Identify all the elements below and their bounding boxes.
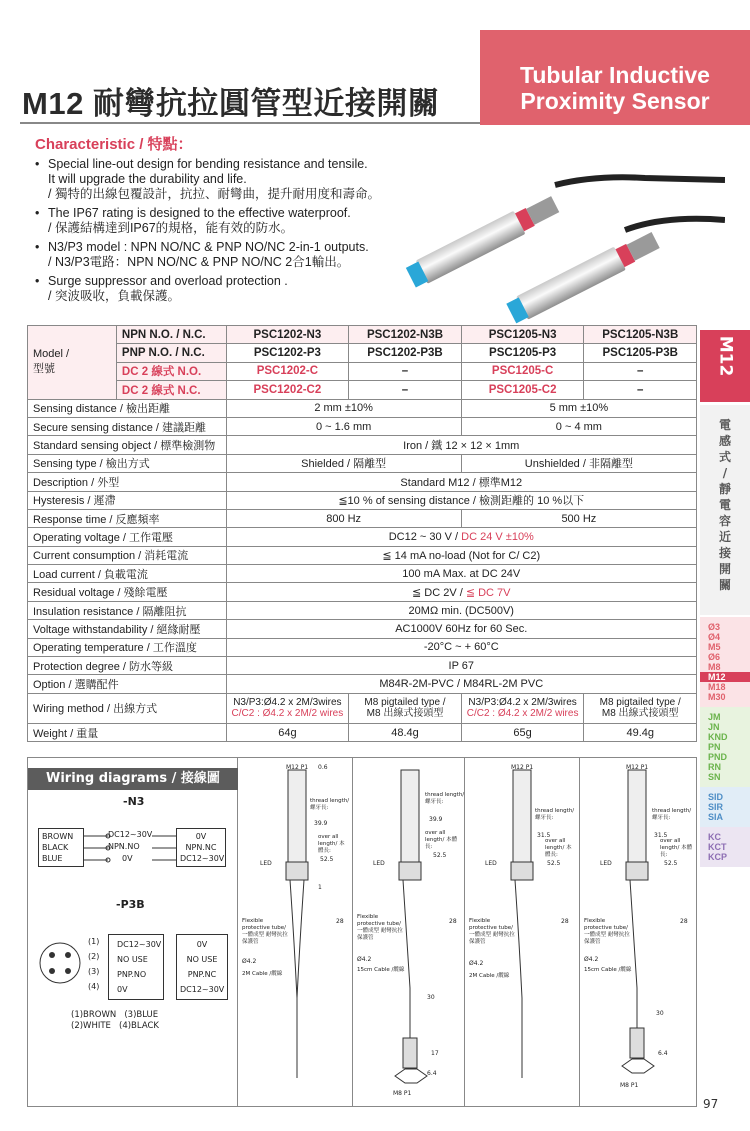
characteristic-title: Characteristic / 特點： bbox=[35, 136, 193, 153]
table-row: Operating temperature / 工作溫度 -20°C ~ + 60°C bbox=[28, 638, 697, 656]
side-code[interactable]: Ø3 bbox=[708, 622, 721, 632]
table-row: Option / 選購配件 M84R-2M-PVC / M84RL-2M PVC bbox=[28, 675, 697, 693]
n3-label: -N3 bbox=[123, 795, 145, 808]
banner-line-1: Tubular Inductive bbox=[520, 62, 710, 88]
table-row: Hysteresis / 遲滯 ≦10 % of sensing distance / 檢測距離的 10 %以下 bbox=[28, 491, 697, 509]
side-code[interactable]: KCT bbox=[708, 842, 727, 852]
side-code[interactable]: SN bbox=[708, 772, 721, 782]
list-item: • Special line-out design for bending resistance and tensile. It will upgrade the durability and life. / 獨特的出線包覆設計，抗拉、耐彎曲，提升耐用度和壽命。 bbox=[35, 157, 420, 202]
table-row: DC 2 線式 N.O. PSC1202-C – PSC1205-C – bbox=[28, 362, 697, 380]
wiring-diagram-panel bbox=[28, 758, 238, 1106]
connector-pin-icon bbox=[36, 933, 84, 993]
side-code[interactable]: SID bbox=[708, 792, 724, 802]
spec-table bbox=[27, 325, 697, 742]
n3-wires bbox=[84, 830, 176, 870]
side-code[interactable]: KCP bbox=[708, 852, 728, 862]
table-row: Current consumption / 消耗電流 ≦ 14 mA no-load (Not for C/ C2) bbox=[28, 546, 697, 564]
dimension-drawing-4: M12 P1 thread length/ 螺牙長: 31.5 over all length/ 本體長: 52.5 LED 28 Flexible protective tube/ 一體成型 耐彎抗拉保護管 Ø4.2 15cm Cable /纜線 30 6.4 M8 P1 bbox=[584, 764, 693, 1089]
table-row: PNP N.O. / N.C. PSC1202-P3 PSC1202-P3B PSC1205-P3 PSC1205-P3B bbox=[28, 344, 697, 362]
side-code[interactable]: JN bbox=[708, 722, 720, 732]
side-series-tab: M12 bbox=[700, 330, 750, 402]
table-row: Insulation resistance / 隔離阻抗 20MΩ min. (DC500V) bbox=[28, 601, 697, 619]
list-item: • Surge suppressor and overload protection . / 突波吸收，負載保護。 bbox=[35, 274, 420, 304]
p3b-signals: DC12~30V NO USE PNP.NO 0V bbox=[108, 934, 164, 1000]
table-row: Model / 型號 NPN N.O. / N.C. PSC1202-N3 PSC1202-N3B PSC1205-N3 PSC1205-N3B bbox=[28, 326, 697, 344]
side-code[interactable]: M30 bbox=[708, 692, 726, 702]
side-code[interactable]: M18 bbox=[708, 682, 726, 692]
model-label: Model / 型號 bbox=[28, 326, 117, 400]
table-row: Voltage withstandability / 絕緣耐壓 AC1000V 60Hz for 60 Sec. bbox=[28, 620, 697, 638]
n3-signals: DC12~30V NPN.NO 0V bbox=[108, 830, 153, 863]
table-row: Weight / 重量 64g 48.4g 65g 49.4g bbox=[28, 723, 697, 741]
side-category: 電 感 式 / 靜 電 容 近 接 開 關 bbox=[700, 405, 750, 615]
wire-legend: (1)BROWN (3)BLUE (2)WHITE (4)BLACK bbox=[71, 1010, 159, 1031]
dimension-drawing-3: M12 P1 thread length/ 螺牙長: 31.5 over all length/ 本體長: 52.5 LED 28 Flexible protective tube/ 一體成型 耐彎抗拉保護管 Ø4.2 2M Cable /纜線 bbox=[465, 758, 580, 1106]
p3b-label: -P3B bbox=[116, 898, 145, 911]
side-index bbox=[700, 330, 750, 890]
table-row: DC 2 線式 N.C. PSC1202-C2 – PSC1205-C2 – bbox=[28, 381, 697, 399]
side-code[interactable]: RN bbox=[708, 762, 721, 772]
dimension-drawing-1: M12 P1 0.6 thread length/ 螺牙長: 39.9 over all length/ 本體長: 52.5 LED 1 28 Flexible protective tube/ 一體成型 耐彎抗拉保護管 Ø4.2 2M Cable /纜線 bbox=[238, 758, 353, 1106]
table-row: Sensing type / 檢出方式 Shielded / 隔離型 Unshielded / 非隔離型 bbox=[28, 454, 697, 472]
table-row: Protection degree / 防水等級 IP 67 bbox=[28, 657, 697, 675]
wiring-diagram-title: Wiring diagrams / 接線圖 bbox=[28, 768, 238, 790]
p3b-load-box: 0V NO USE PNP.NC DC12~30V bbox=[176, 934, 228, 1000]
side-code[interactable]: JM bbox=[708, 712, 721, 722]
side-code[interactable]: SIA bbox=[708, 812, 724, 822]
product-photo bbox=[395, 160, 725, 325]
diagram-area bbox=[27, 757, 697, 1107]
side-code[interactable]: PND bbox=[708, 752, 728, 762]
table-row: Description / 外型 Standard M12 / 標準M12 bbox=[28, 473, 697, 491]
n3-wire-colors: BROWN BLACK BLUE bbox=[38, 828, 84, 867]
table-row: Standard sensing object / 標準檢測物 Iron / 鐵 12 × 12 × 1mm bbox=[28, 436, 697, 454]
p3b-pins: (1) (2) (3) (4) bbox=[88, 937, 100, 991]
side-code[interactable]: KC bbox=[708, 832, 721, 842]
n3-load-box: 0V NPN.NC DC12~30V bbox=[176, 828, 226, 867]
side-code[interactable]: PN bbox=[708, 742, 721, 752]
table-row: Secure sensing distance / 建議距離 0 ~ 1.6 mm 0 ~ 4 mm bbox=[28, 417, 697, 435]
side-codes bbox=[700, 617, 750, 867]
table-row: Operating voltage / 工作電壓 DC12 ~ 30 V / DC 24 V ±10% bbox=[28, 528, 697, 546]
list-item: • N3/P3 model : NPN NO/NC & PNP NO/NC 2-in-1 outputs. / N3/P3電路：NPN NO/NC & PNP NO/NC 2合1輸出。 bbox=[35, 240, 420, 270]
banner-line-2: Proximity Sensor bbox=[520, 88, 710, 114]
side-code[interactable]: M5 bbox=[708, 642, 721, 652]
table-row: Residual voltage / 殘餘電壓 ≦ DC 2V / ≦ DC 7V bbox=[28, 583, 697, 601]
page-title: M12 耐彎抗拉圓管型近接開關 bbox=[22, 86, 440, 121]
table-row: Response time / 反應頻率 800 Hz 500 Hz bbox=[28, 509, 697, 527]
side-code[interactable]: KND bbox=[708, 732, 728, 742]
table-row: Sensing distance / 檢出距離 2 mm ±10% 5 mm ±10% bbox=[28, 399, 697, 417]
page-number: 97 bbox=[703, 1097, 719, 1111]
side-code[interactable]: Ø4 bbox=[708, 632, 721, 642]
side-code[interactable]: SIR bbox=[708, 802, 724, 812]
list-item: • The IP67 rating is designed to the effective waterproof. / 保護結構達到IP67的規格，能有效的防水。 bbox=[35, 206, 420, 236]
side-code[interactable]: M8 bbox=[708, 662, 721, 672]
title-divider bbox=[20, 122, 482, 124]
dimension-drawing-2: thread length/ 螺牙長: 39.9 over all length/ 本體長: 52.5 LED 28 Flexible protective tube/ 一體成型 耐彎抗拉保護管 Ø4.2 15cm Cable /纜線 30 17 6.4 M8 P1 bbox=[353, 758, 465, 1106]
category-banner bbox=[480, 30, 750, 125]
table-row: Load current / 負載電流 100 mA Max. at DC 24V bbox=[28, 565, 697, 583]
table-row: Wiring method / 出線方式 N3/P3:Ø4.2 x 2M/3wires C/C2 : Ø4.2 x 2M/2 wires M8 pigtailed type / M8 出線式接頭型 N3/P3:Ø4.2 x 2M/3wires C/C2 : Ø4.2 x 2M/2 wires M8 pigtailed type / M8 出線式接頭型 bbox=[28, 693, 697, 723]
characteristic-list bbox=[35, 157, 420, 308]
side-code-current[interactable]: M12 bbox=[700, 672, 750, 682]
side-code[interactable]: Ø6 bbox=[708, 652, 721, 662]
